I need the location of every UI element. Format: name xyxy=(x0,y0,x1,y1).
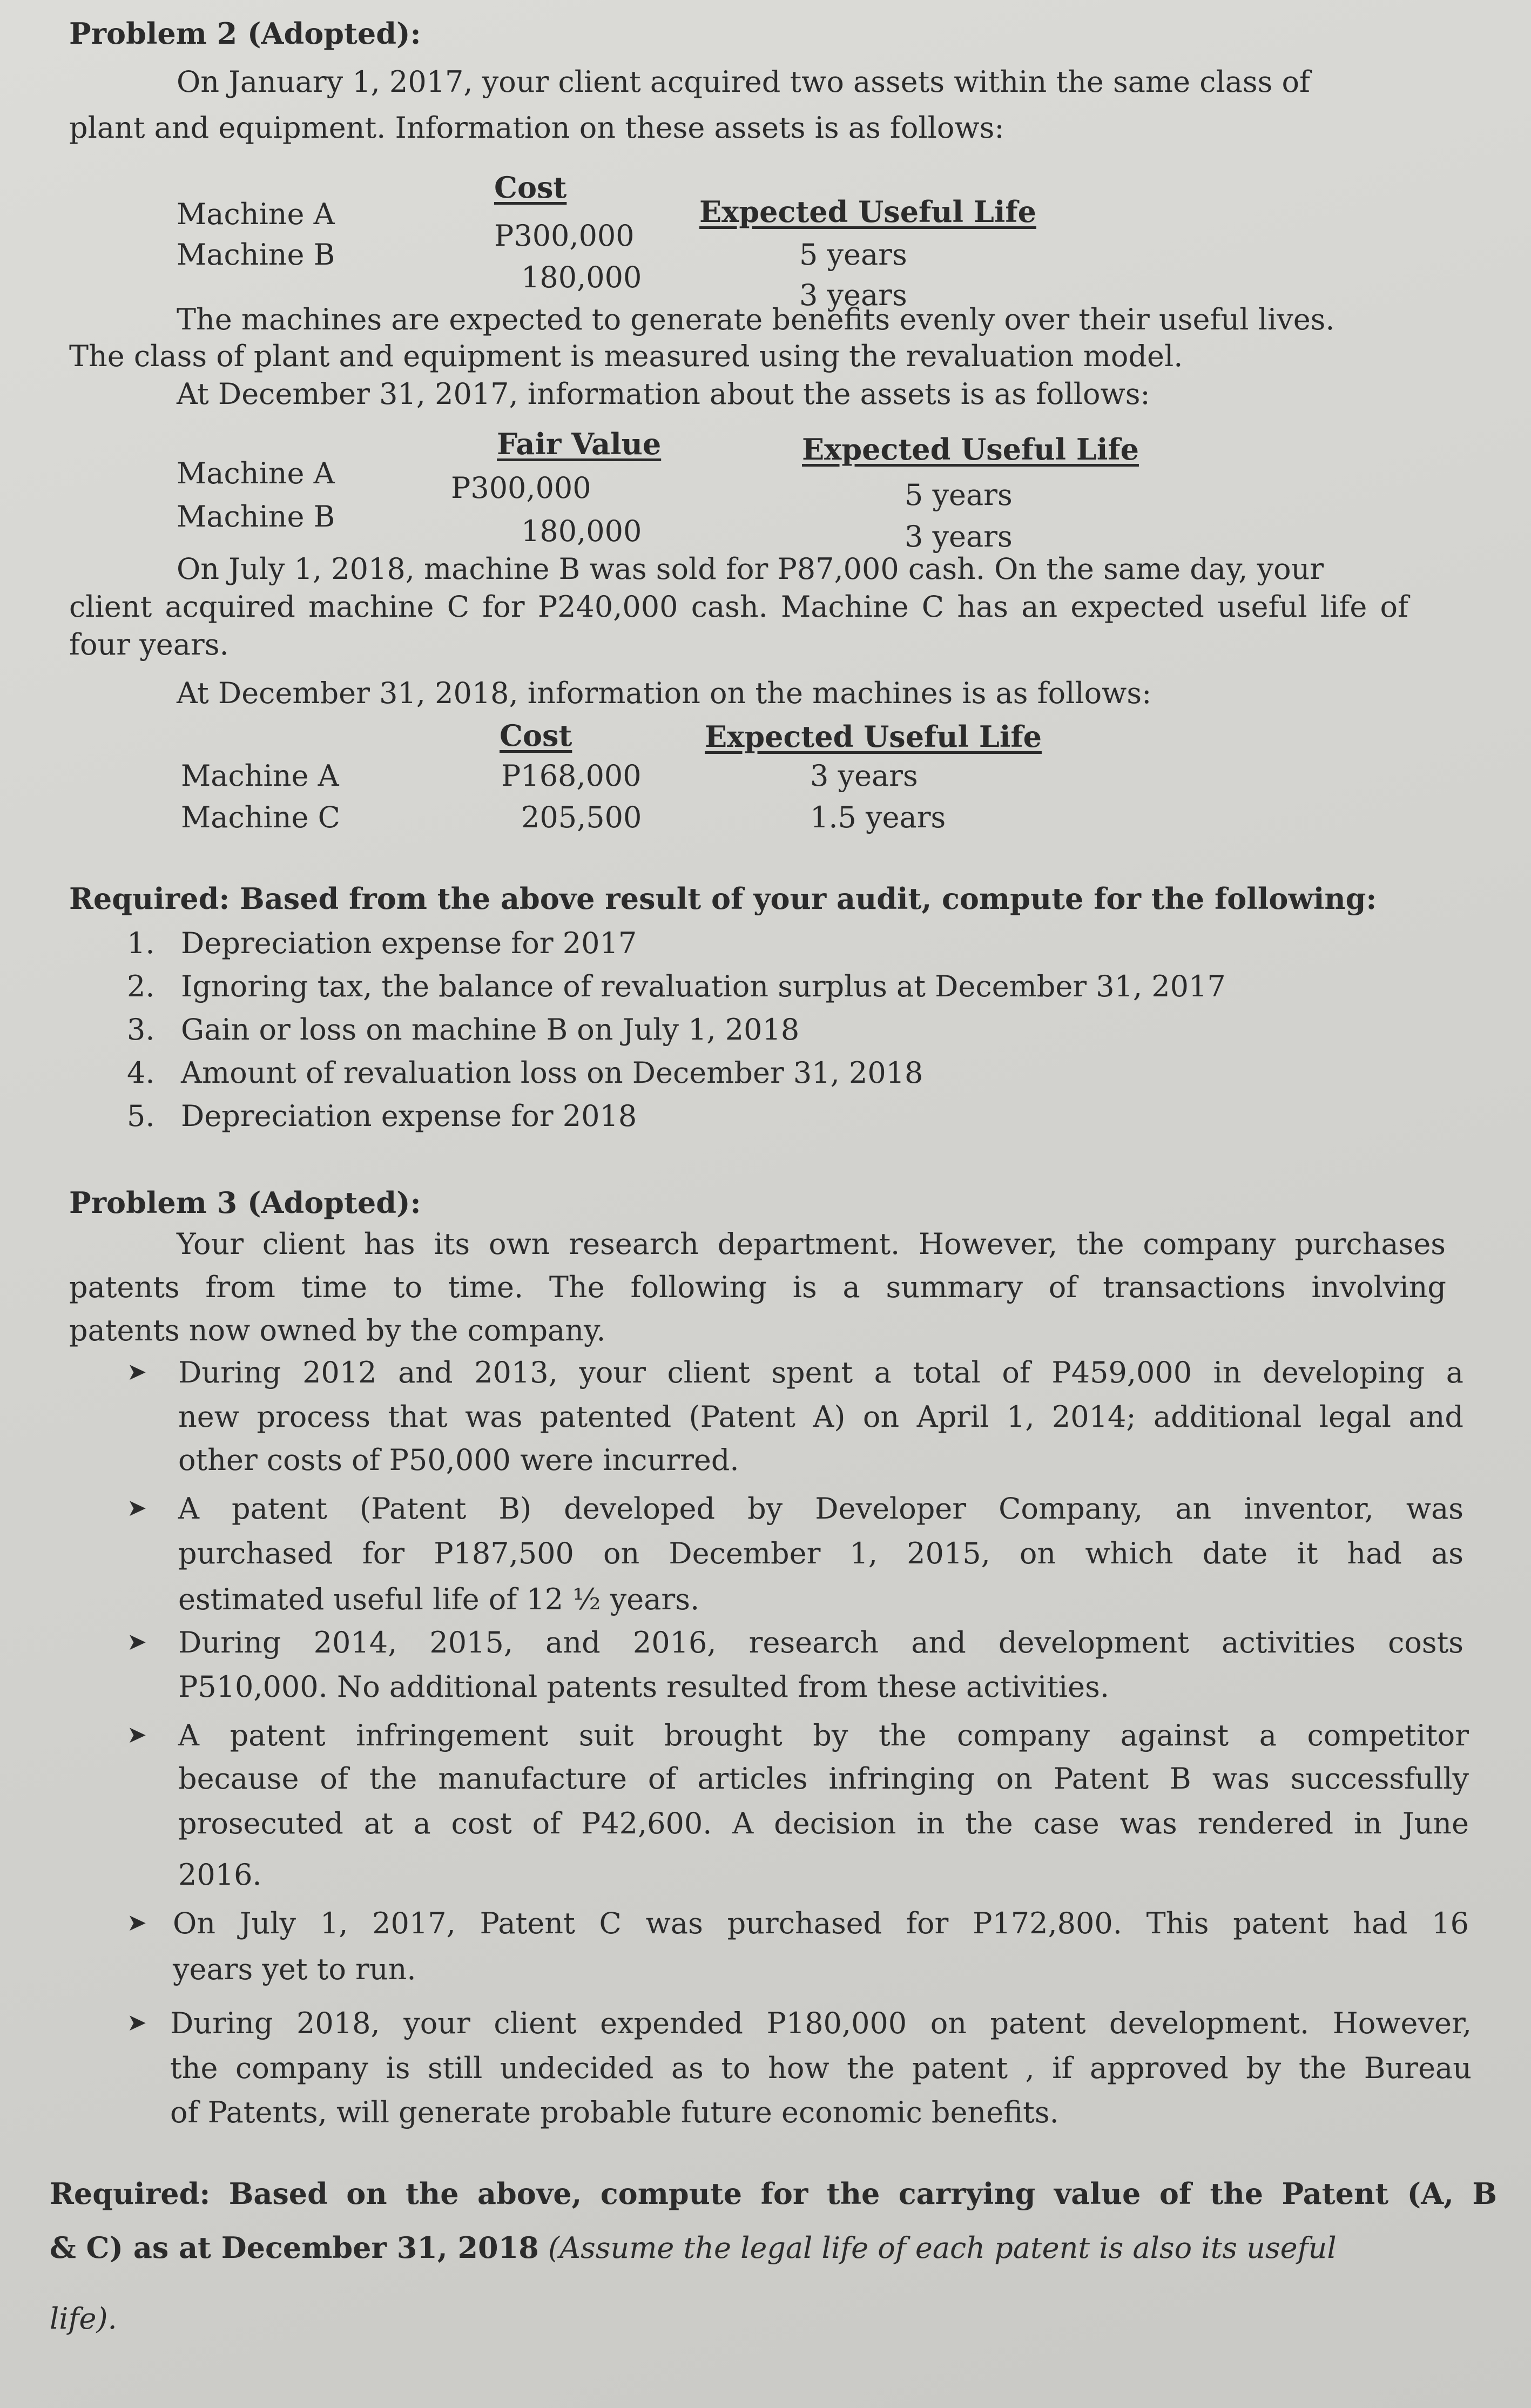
required-italic-note: life). xyxy=(50,2302,117,2336)
paragraph-line: Your client has its own research department. However, the company purchases xyxy=(177,1227,1446,1261)
list-item: Amount of revaluation loss on December 31, 2018 xyxy=(181,1056,923,1090)
table-cell: Machine A xyxy=(181,759,339,793)
paragraph-line: The class of plant and equipment is measured using the revaluation model. xyxy=(69,339,1183,373)
paragraph-line: At December 31, 2017, information about the assets is as follows: xyxy=(177,377,1150,411)
list-item-number: 2. xyxy=(127,969,155,1003)
list-item: Ignoring tax, the balance of revaluation surplus at December 31, 2017 xyxy=(181,969,1226,1003)
required-bold-text: & C) as at December 31, 2018 xyxy=(50,2230,539,2265)
bullet-line: During 2018, your client expended P180,000 on patent development. However, xyxy=(170,2006,1472,2040)
table-cell: 1.5 years xyxy=(810,800,946,834)
required-heading: Required: Based on the above, compute for the carrying value of the Patent (A, B xyxy=(50,2176,1497,2211)
bullet-line: new process that was patented (Patent A) on April 1, 2014; additional legal and xyxy=(178,1400,1463,1434)
bullet-line: purchased for P187,500 on December 1, 2015, on which date it had as xyxy=(178,1536,1463,1570)
bullet-line: the company is still undecided as to how the patent , if approved by the Bureau xyxy=(170,2051,1472,2085)
table-cell: Machine C xyxy=(181,800,340,834)
list-item: Gain or loss on machine B on July 1, 2018 xyxy=(181,1013,800,1047)
paragraph-line: patents from time to time. The following is a summary of transactions involving xyxy=(69,1270,1446,1304)
table-header-cost: Cost xyxy=(500,718,572,753)
table-header-fair-value: Fair Value xyxy=(497,427,662,461)
table-cell: P168,000 xyxy=(501,759,642,793)
table-header-cost: Cost xyxy=(494,170,567,205)
arrowhead-bullet-icon: ➤ xyxy=(127,1721,147,1749)
list-item-number: 3. xyxy=(127,1013,155,1047)
bullet-line: other costs of P50,000 were incurred. xyxy=(178,1443,739,1477)
table-cell: 180,000 xyxy=(521,260,642,294)
list-item-number: 5. xyxy=(127,1099,155,1133)
table-cell: 5 years xyxy=(799,238,907,272)
paragraph-line: The machines are expected to generate benefits evenly over their useful lives. xyxy=(177,302,1335,336)
bullet-line: P510,000. No additional patents resulted from these activities. xyxy=(178,1670,1110,1704)
list-item: Depreciation expense for 2018 xyxy=(181,1099,637,1133)
list-item: Depreciation expense for 2017 xyxy=(181,926,637,960)
table-cell: Machine A xyxy=(177,456,335,490)
paragraph-line: At December 31, 2018, information on the machines is as follows: xyxy=(177,676,1152,710)
bullet-line: During 2012 and 2013, your client spent a total of P459,000 in developing a xyxy=(178,1355,1463,1390)
table-cell: 3 years xyxy=(905,520,1013,554)
arrowhead-bullet-icon: ➤ xyxy=(127,1358,147,1386)
table-cell: 205,500 xyxy=(521,800,642,834)
required-line xyxy=(50,2230,1337,2266)
paragraph-line: plant and equipment. Information on these assets is as follows: xyxy=(69,111,1004,145)
bullet-line: years yet to run. xyxy=(173,1952,416,1986)
arrowhead-bullet-icon: ➤ xyxy=(127,1909,147,1937)
problem-2-title: Problem 2 (Adopted): xyxy=(69,16,421,51)
table-cell: 3 years xyxy=(810,759,918,793)
paragraph-line: patents now owned by the company. xyxy=(69,1313,606,1347)
bullet-line: of Patents, will generate probable future economic benefits. xyxy=(170,2095,1059,2129)
list-item-number: 4. xyxy=(127,1056,155,1090)
paragraph-line: four years. xyxy=(69,628,229,662)
required-italic-note: (Assume the legal life of each patent is also its useful xyxy=(548,2231,1337,2265)
table-cell: 3 years xyxy=(799,278,907,312)
paragraph-line: On January 1, 2017, your client acquired two assets within the same class of xyxy=(177,65,1311,99)
arrowhead-bullet-icon: ➤ xyxy=(127,2009,147,2036)
bullet-line: During 2014, 2015, and 2016, research and development activities costs xyxy=(178,1625,1463,1660)
paragraph-line: On July 1, 2018, machine B was sold for P87,000 cash. On the same day, your xyxy=(177,552,1324,586)
table-cell: 5 years xyxy=(905,478,1013,512)
bullet-line: prosecuted at a cost of P42,600. A decision in the case was rendered in June xyxy=(178,1806,1469,1840)
table-cell: 180,000 xyxy=(521,514,642,548)
list-item-number: 1. xyxy=(127,926,155,960)
arrowhead-bullet-icon: ➤ xyxy=(127,1628,147,1656)
table-header-useful-life: Expected Useful Life xyxy=(802,432,1139,467)
bullet-line: 2016. xyxy=(178,1858,262,1892)
paragraph-line: client acquired machine C for P240,000 cash. Machine C has an expected useful life of xyxy=(69,590,1408,624)
bullet-line: A patent (Patent B) developed by Developer Company, an inventor, was xyxy=(178,1492,1463,1526)
table-header-useful-life: Expected Useful Life xyxy=(699,194,1036,229)
required-heading: Required: Based from the above result of your audit, compute for the following: xyxy=(69,881,1377,916)
table-cell: P300,000 xyxy=(451,471,591,505)
bullet-line: because of the manufacture of articles infringing on Patent B was successfully xyxy=(178,1762,1469,1796)
bullet-line: estimated useful life of 12 ½ years. xyxy=(178,1582,700,1616)
table-cell: Machine A xyxy=(177,197,335,231)
table-header-useful-life: Expected Useful Life xyxy=(705,719,1042,754)
table-cell: Machine B xyxy=(177,500,335,534)
table-cell: Machine B xyxy=(177,238,335,272)
problem-3-title: Problem 3 (Adopted): xyxy=(69,1185,421,1220)
bullet-line: On July 1, 2017, Patent C was purchased for P172,800. This patent had 16 xyxy=(173,1906,1469,1940)
bullet-line: A patent infringement suit brought by the company against a competitor xyxy=(178,1718,1469,1752)
arrowhead-bullet-icon: ➤ xyxy=(127,1494,147,1522)
table-cell: P300,000 xyxy=(494,219,635,253)
